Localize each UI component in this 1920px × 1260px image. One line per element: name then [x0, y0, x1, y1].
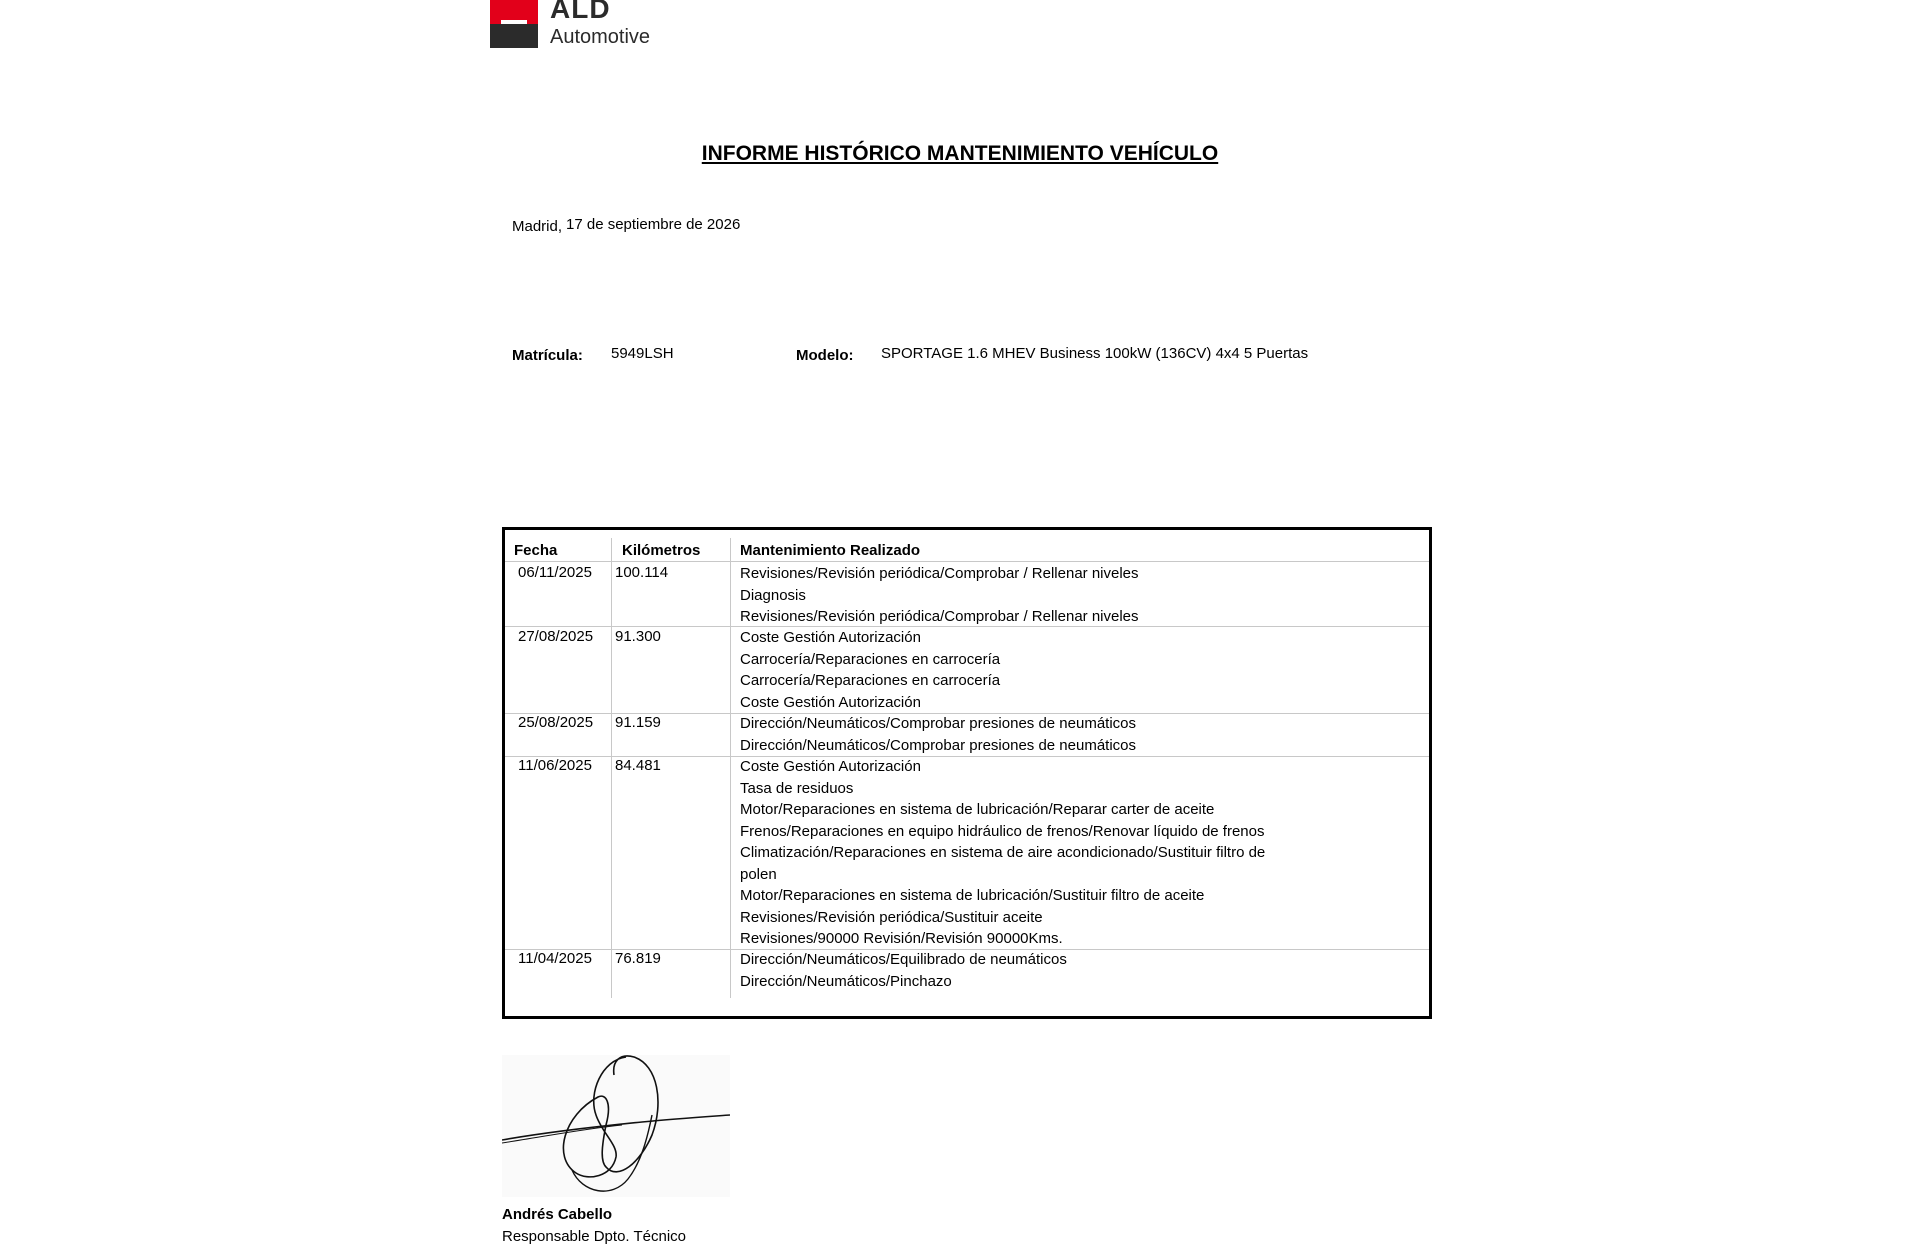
maintenance-item: Dirección/Neumáticos/Comprobar presiones de neumáticos	[740, 736, 1137, 754]
row-date: 27/08/2025	[518, 628, 594, 645]
maintenance-item: Dirección/Neumáticos/Equilibrado de neumáticos	[740, 951, 1067, 968]
model-value: SPORTAGE 1.6 MHEV Business 100kW (136CV) 4x4 5 Puertas	[881, 345, 1309, 362]
maintenance-item: Revisiones/Revisión periódica/Comprobar / Rellenar niveles	[740, 565, 1139, 582]
row-km: 91.159	[615, 714, 661, 731]
maintenance-item: Climatización/Reparaciones en sistema de aire acondicionado/Sustituir filtro de	[740, 844, 1266, 861]
row-date: 06/11/2025	[518, 564, 592, 581]
logo-text-automotive: Automotive	[550, 26, 651, 48]
row-km: 91.300	[615, 628, 661, 645]
document-date: 17 de septiembre de 2026	[566, 216, 741, 233]
header-date: Fecha	[514, 542, 558, 559]
header-maintenance: Mantenimiento Realizado	[740, 542, 921, 559]
ald-automotive-logo	[490, 0, 670, 50]
row-date: 11/06/2025	[518, 757, 592, 774]
maintenance-item: Motor/Reparaciones en sistema de lubricación/Sustituir filtro de aceite	[740, 887, 1205, 904]
maintenance-item: polen	[740, 865, 777, 883]
maintenance-item: Motor/Reparaciones en sistema de lubricación/Reparar carter de aceite	[740, 801, 1215, 818]
row-date: 25/08/2025	[518, 714, 594, 731]
maintenance-item: Coste Gestión Autorización	[740, 758, 921, 775]
row-date: 11/04/2025	[518, 950, 592, 967]
signatory-name: Andrés Cabello	[502, 1206, 613, 1223]
maintenance-item: Tasa de residuos	[740, 779, 854, 797]
maintenance-item: Dirección/Neumáticos/Comprobar presiones de neumáticos	[740, 715, 1137, 732]
row-km: 84.481	[615, 757, 661, 774]
column-divider	[611, 538, 612, 998]
row-km: 100.114	[615, 564, 669, 581]
maintenance-item: Dirección/Neumáticos/Pinchazo	[740, 972, 952, 990]
maintenance-item: Carrocería/Reparaciones en carrocería	[740, 650, 1001, 668]
document-title: INFORME HISTÓRICO MANTENIMIENTO VEHÍCULO	[701, 142, 1219, 165]
signature-image	[502, 1055, 730, 1197]
model-label: Modelo:	[796, 347, 854, 364]
signatory-role: Responsable Dpto. Técnico	[502, 1228, 686, 1245]
maintenance-item: Revisiones/Revisión periódica/Comprobar / Rellenar niveles	[740, 608, 1139, 625]
maintenance-table	[502, 527, 1432, 1019]
maintenance-item: Coste Gestión Autorización	[740, 693, 921, 711]
maintenance-item: Coste Gestión Autorización	[740, 629, 921, 646]
document-city: Madrid,	[512, 218, 563, 235]
maintenance-item: Frenos/Reparaciones en equipo hidráulico de frenos/Renovar líquido de frenos	[740, 822, 1265, 840]
row-km: 76.819	[615, 950, 661, 967]
maintenance-item: Revisiones/Revisión periódica/Sustituir aceite	[740, 908, 1043, 926]
maintenance-item: Carrocería/Reparaciones en carrocería	[740, 672, 1001, 689]
column-divider	[730, 538, 731, 998]
logo-text-ald: ALD	[550, 0, 611, 24]
plate-value: 5949LSH	[611, 345, 674, 362]
maintenance-item: Revisiones/90000 Revisión/Revisión 90000Kms.	[740, 930, 1063, 947]
maintenance-item: Diagnosis	[740, 586, 806, 604]
header-km: Kilómetros	[622, 542, 701, 559]
logo-mark-icon	[490, 0, 538, 48]
plate-label: Matrícula:	[512, 347, 583, 364]
